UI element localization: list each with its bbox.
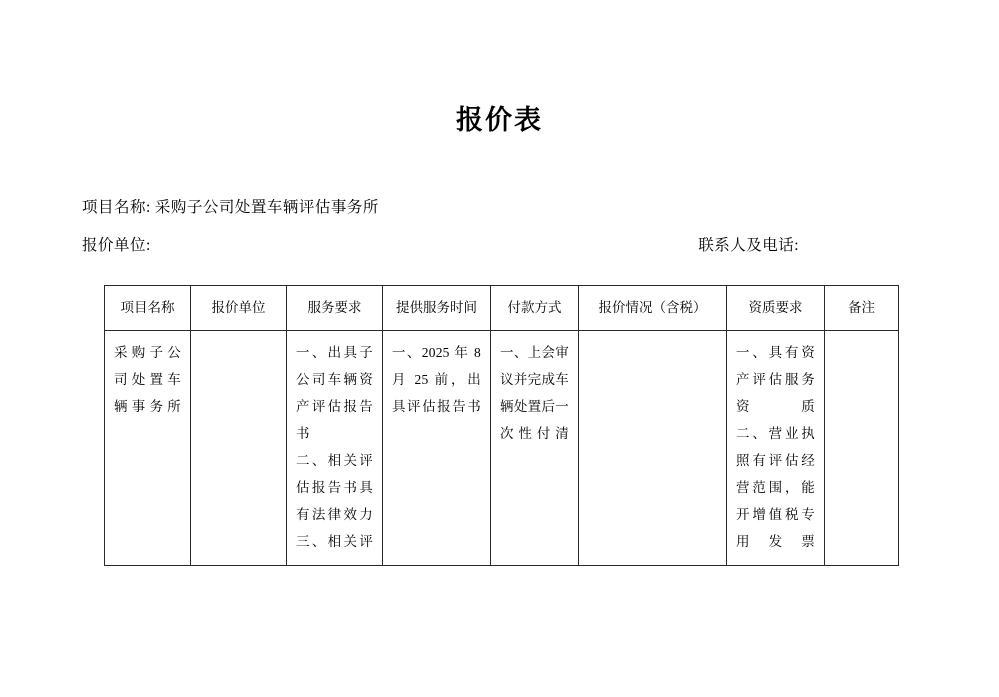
table-header-cell: 报价单位 bbox=[191, 286, 287, 331]
cell-remark[interactable] bbox=[825, 331, 899, 566]
table-header-cell: 服务要求 bbox=[287, 286, 383, 331]
project-name-value: 采购子公司处置车辆评估事务所 bbox=[154, 199, 379, 216]
document-meta bbox=[0, 195, 999, 255]
table-header-cell: 报价情况（含税） bbox=[579, 286, 727, 331]
project-name-label: 项目名称: bbox=[82, 199, 151, 216]
table-header-cell: 提供服务时间 bbox=[383, 286, 491, 331]
cell-text: 二、相关评估报告书具有法律效力 bbox=[296, 453, 373, 522]
project-name-row bbox=[82, 195, 917, 217]
cell-payment-method bbox=[491, 331, 579, 566]
cell-text: 采购子公司处置车辆事务所 bbox=[114, 345, 181, 414]
table-row bbox=[105, 331, 899, 566]
table-header-row bbox=[105, 286, 899, 331]
table-header-cell: 资质要求 bbox=[727, 286, 825, 331]
cell-project-name bbox=[105, 331, 191, 566]
table-header-cell: 备注 bbox=[825, 286, 899, 331]
cell-text: 一、具有资产评估服务资质 bbox=[736, 345, 815, 414]
cell-text: 三、相关评 bbox=[296, 534, 373, 549]
quote-unit-row bbox=[82, 233, 917, 255]
cell-service-time bbox=[383, 331, 491, 566]
quote-table bbox=[104, 285, 899, 566]
cell-text: 一、2025 年 8 月 25 前，出具评估报告书 bbox=[392, 345, 481, 414]
cell-quote-unit[interactable] bbox=[191, 331, 287, 566]
cell-service-requirement bbox=[287, 331, 383, 566]
cell-text: 二、营业执照有评估经营范围，能开增值税专用发票 bbox=[736, 426, 815, 549]
contact-label: 联系人及电话: bbox=[698, 237, 799, 254]
cell-qualification bbox=[727, 331, 825, 566]
table-header-cell: 项目名称 bbox=[105, 286, 191, 331]
quote-unit-label: 报价单位: bbox=[82, 237, 151, 254]
table-header-cell: 付款方式 bbox=[491, 286, 579, 331]
page-title: 报价表 bbox=[456, 105, 543, 135]
cell-text: 一、出具子公司车辆资产评估报告书 bbox=[296, 345, 373, 441]
cell-text: 一、上会审议并完成车辆处置后一次性付清 bbox=[500, 345, 569, 441]
cell-quote-amount[interactable] bbox=[579, 331, 727, 566]
